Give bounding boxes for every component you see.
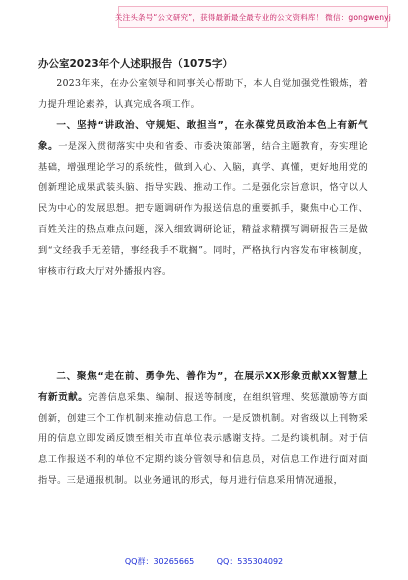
- section-1: [38, 116, 368, 282]
- document-title: 办公室2023年个人述职报告（1075字）: [38, 58, 233, 70]
- section-2-body: 完善信息采集、编制、报送等制度，在组织管理、奖惩激励等方面创新，创建三个工作机制来推动信息工作。一是反馈机制。对省级以上刊物采用的信息立即发函反馈至相关市直单位表示感谢支持。二是约谈机制。对于信息工作报送不利的单位不定期约谈分管领导和信息员，对信息工作进行面对面指导。三是通报机制。以业务通讯的形式，每月进行信息采用情况通报，: [38, 391, 368, 486]
- contact-footer: [0, 556, 408, 567]
- qq-number: QQ：535304092: [216, 557, 284, 566]
- section-2: [38, 367, 368, 492]
- promo-text: 关注头条号“公文研究”，获得最新最全最专业的公文资料库！: [114, 12, 324, 22]
- section-1-body: 一是深入贯彻落实中央和省委、市委决策部署，结合主题教育，夯实理论基础，增强理论学习的系统性，做到入心、入脑，真学、真懂，更好地用党的创新理论成果武装头脑、指导实践、推动工作。二是强化宗旨意识，恪守以人民为中心的发展思想。把专题调研作为报送信息的重要抓手，聚焦中心工作、百姓关注的热点难点问题，深入细致调研论证，精益求精撰写调研报告三是做到“文经我手无差错，事经我手不耽搁”。同时，严格执行内容发布审核制度，审核市行政大厅对外播报内容。: [38, 140, 368, 277]
- promo-banner: [114, 6, 392, 28]
- wechat-id: 微信：gongwenyj: [325, 12, 392, 22]
- section-2-heading: 二、聚焦“走在前、勇争先、善作为”，在展示XX形象贡献XX智慧上有新贡献。: [38, 371, 368, 403]
- intro-paragraph: 2023年来，在办公室领导和同事关心帮助下，本人自觉加强党性锻炼，着力提升理论素养，认真完成各项工作。: [38, 78, 368, 110]
- qq-group: QQ群：30265665: [124, 557, 195, 566]
- section-1-heading: 一、坚持“讲政治、守规矩、敢担当”，在永葆党员政治本色上有新气象。: [38, 120, 368, 152]
